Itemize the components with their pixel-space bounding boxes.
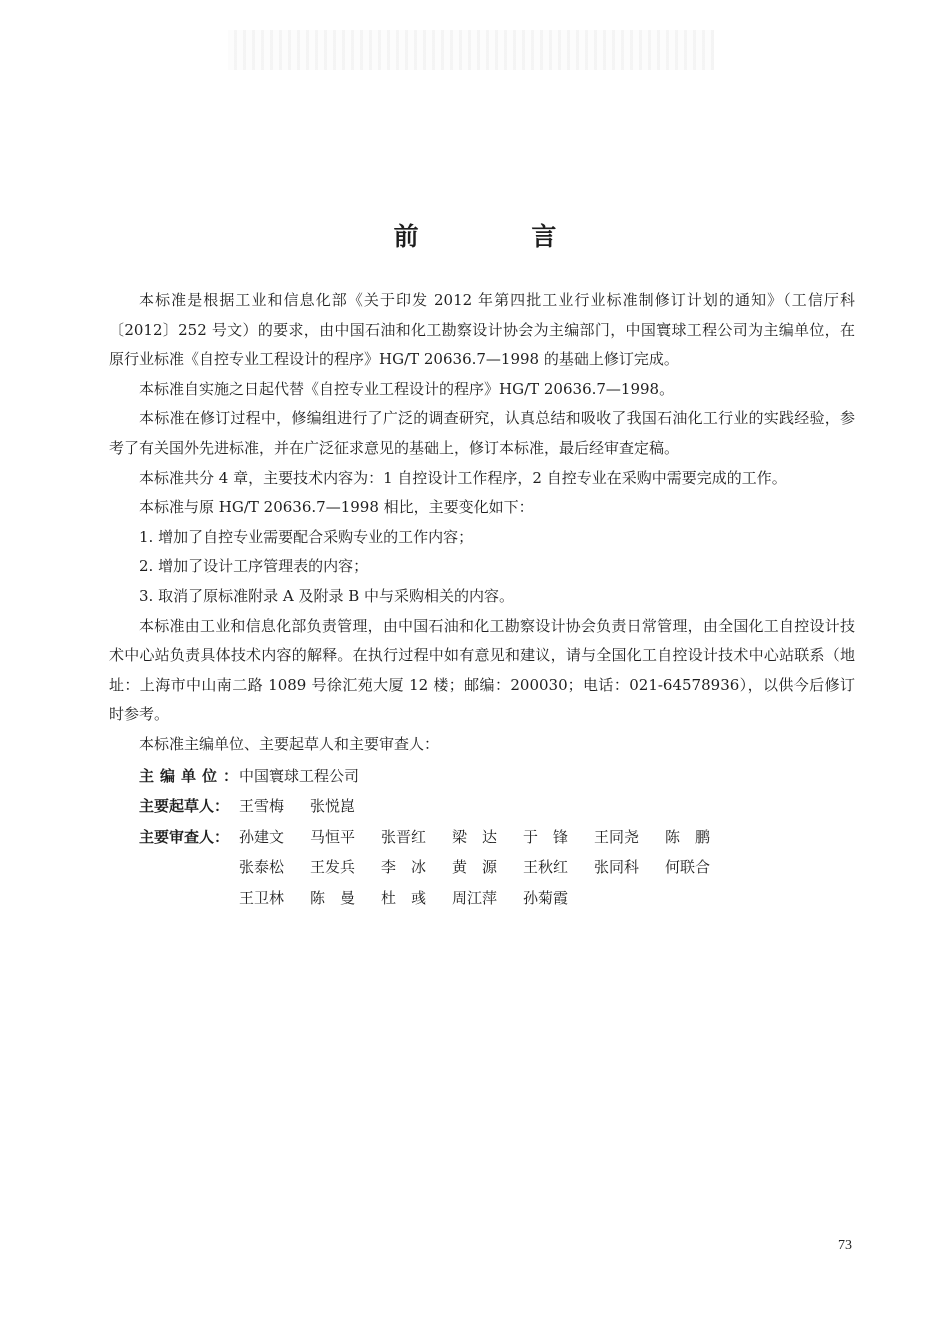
reviewers-list xyxy=(239,822,799,914)
chief-unit-label: 主编单位： xyxy=(139,766,245,785)
chief-unit-value: 中国寰球工程公司 xyxy=(239,766,360,785)
drafter-name: 王雪梅 xyxy=(239,797,285,815)
reviewer-name: 张同科 xyxy=(594,858,640,876)
reviewer-name: 张晋红 xyxy=(381,827,427,846)
reviewer-name: 杜 彧 xyxy=(381,888,427,907)
reviewer-name: 李 冰 xyxy=(381,858,427,876)
page-title: 前 言 xyxy=(393,221,609,251)
document-body xyxy=(109,286,855,913)
paragraph-revision: 本标准在修订过程中，修编组进行了广泛的调查研究，认真总结和吸收了我国石油化工行业的实践经验，参考了有关国外先进标准，并在广泛征求意见的基础上，修订本标准，最后经审查定稿。 xyxy=(109,409,855,457)
reviewer-name: 张泰松 xyxy=(239,858,285,876)
chief-unit-row xyxy=(109,761,855,792)
change-item: 1. 增加了自控专业需要配合采购专业的工作内容； xyxy=(139,527,474,546)
reviewer-name: 王卫林 xyxy=(239,888,285,907)
reviewer-name: 周江萍 xyxy=(452,888,498,907)
reviewer-name: 孙建文 xyxy=(239,827,285,846)
reviewer-name: 孙菊霞 xyxy=(523,888,569,907)
paragraph-intro: 本标准是根据工业和信息化部《关于印发 2012 年第四批工业行业标准制修订计划的通知》（工信厅科〔2012〕252 号文）的要求，由中国石油和化工勘察设计协会为主编部门，中国寰球工程公司为主编单位，在原行业标准《自控专业工程设计的程序》HG/T 20636.7—1998 的基础上修订完成。 xyxy=(109,291,855,369)
paragraph-changes-intro: 本标准与原 HG/T 20636.7—1998 相比，主要变化如下： xyxy=(139,498,534,517)
paragraph-replaces: 本标准自实施之日起代替《自控专业工程设计的程序》HG/T 20636.7—1998。 xyxy=(139,379,675,398)
paragraph-roles-intro: 本标准主编单位、主要起草人和主要审查人： xyxy=(139,734,440,753)
reviewer-name: 王发兵 xyxy=(310,858,356,876)
paragraph-chapters: 本标准共分 4 章，主要技术内容为：1 自控设计工作程序，2 自控专业在采购中需要完成的工作。 xyxy=(139,468,787,487)
change-item: 2. 增加了设计工序管理表的内容； xyxy=(139,557,369,576)
reviewers-row xyxy=(109,822,855,914)
reviewer-name: 王同尧 xyxy=(594,827,640,846)
drafter-name: 张悦崑 xyxy=(310,797,356,815)
drafters-label: 主要起草人： xyxy=(139,797,230,815)
reviewer-name: 马恒平 xyxy=(310,827,356,846)
reviewer-name: 王秋红 xyxy=(523,858,569,876)
change-item: 3. 取消了原标准附录 A 及附录 B 中与采购相关的内容。 xyxy=(139,586,515,605)
drafters-list xyxy=(239,791,799,822)
drafters-row xyxy=(109,791,855,822)
reviewers-label: 主要审查人： xyxy=(139,827,230,846)
reviewer-name: 于 锋 xyxy=(523,827,569,846)
paragraph-management: 本标准由工业和信息化部负责管理，由中国石油和化工勘察设计协会负责日常管理，由全国化工自控设计技术中心站负责具体技术内容的解释。在执行过程中如有意见和建议，请与全国化工自控设计技术中心站联系（地址：上海市中山南二路 1089 号徐汇苑大厦 12 楼；邮编：200030；电话：021-64578936），以供今后修订时参考。 xyxy=(109,616,855,724)
reviewer-name: 陈 曼 xyxy=(310,888,356,907)
header-watermark xyxy=(228,30,714,70)
page-number: 73 xyxy=(838,1238,852,1253)
reviewer-name: 黄 源 xyxy=(452,858,498,876)
roles-section xyxy=(109,761,855,914)
reviewer-name: 何联合 xyxy=(665,858,711,876)
reviewer-name: 梁 达 xyxy=(452,827,498,846)
reviewer-name: 陈 鹏 xyxy=(665,827,711,846)
